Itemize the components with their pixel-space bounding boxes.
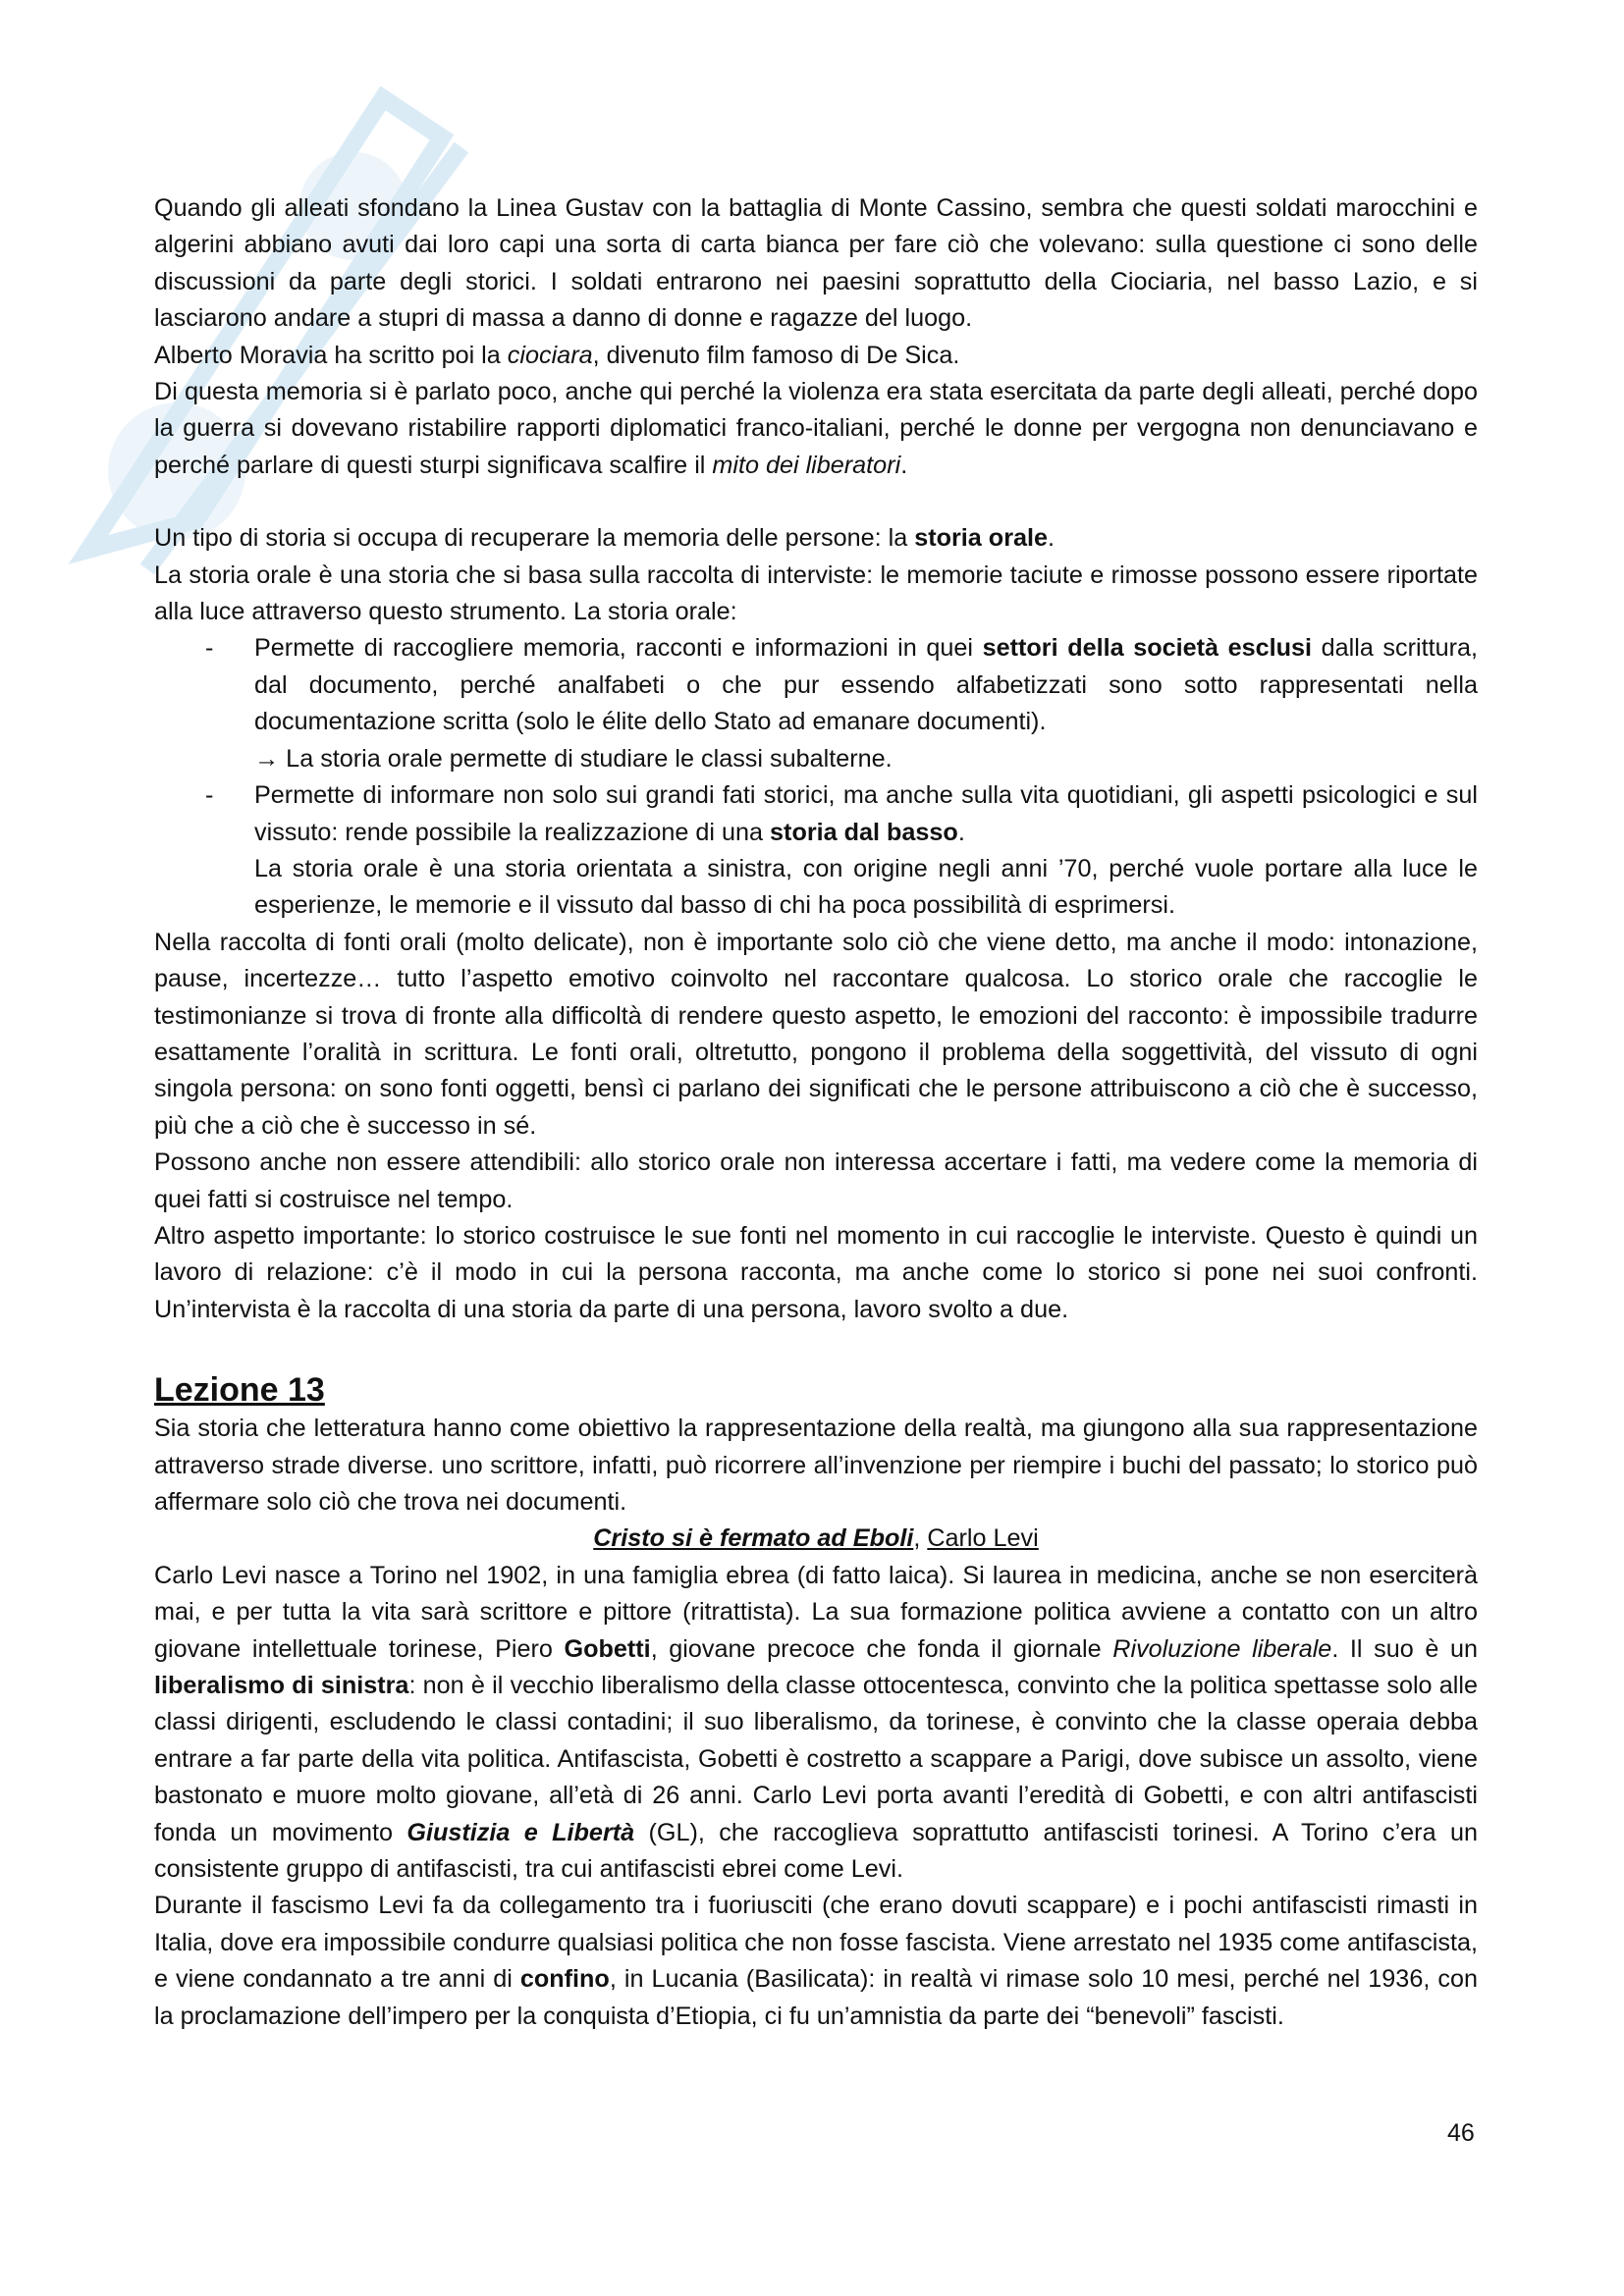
- spacer: [154, 1328, 1478, 1369]
- book-title: Cristo si è fermato ad Eboli, Carlo Levi: [593, 1524, 1039, 1553]
- paragraph: Altro aspetto importante: lo storico costruisce le sue fonti nel momento in cui raccoglie le interviste. Questo è quindi un lavoro di relazione: c’è il modo in cui la persona racconta, ma anche come lo storico si pone nei suoi confronti. Un’intervista è la raccolta di una storia da parte di una persona, lavoro svolto a due.: [154, 1221, 1478, 1323]
- paragraph: La storia orale è una storia che si basa sulla raccolta di interviste: le memorie taciute e rimosse possono essere riportate alla luce attraverso questo strumento. La storia orale:: [154, 561, 1478, 626]
- paragraph: Di questa memoria si è parlato poco, anche qui perché la violenza era stata esercitata da parte degli alleati, perché dopo la guerra si dovevano ristabilire rapporti diplomatici franco-italiani, perché le donne per vergogna non denunciavano e perché parlare di questi sturpi significava scalfire il mito dei liberatori.: [154, 378, 1478, 479]
- list-subnote: La storia orale è una storia orientata a sinistra, con origine negli anni ’70, perché vuole portare alla luce le esperienze, le memorie e il vissuto dal basso di chi ha poca possibilità di esprimersi.: [254, 854, 1478, 920]
- spacer: [154, 484, 1478, 520]
- lesson-heading: Lezione 13: [154, 1371, 325, 1410]
- paragraph: Carlo Levi nasce a Torino nel 1902, in una famiglia ebrea (di fatto laica). Si laurea in medicina, anche se non eserciterà mai, e per tutta la vita sarà scrittore e pittore (ritrattista). La sua formazione politica avviene a contatto con un altro giovane intellettuale torinese, Piero Gobetti, giovane precoce che fonda il giornale Rivoluzione liberale. Il suo è un liberalismo di sinistra: non è il vecchio liberalismo della classe ottocentesca, convinto che la politica spettasse solo alle classi dirigenti, escludendo le classi contadini; il suo liberalismo, da torinese, è convinto che la classe operaia debba entrare a far parte della vita politica. Antifascista, Gobetti è costretto a scappare a Parigi, dove subisce un assolto, viene bastonato e muore molto giovane, all’età di 26 anni. Carlo Levi porta avanti l’eredità di Gobetti, e con altri antifascisti fonda un movimento Giustizia e Libertà (GL), che raccoglieva soprattutto antifascisti torinesi. A Torino c’era un consistente gruppo di antifascisti, tra cui antifascisti ebrei come Levi.: [154, 1561, 1478, 1884]
- paragraph: Possono anche non essere attendibili: allo storico orale non interessa accertare i fatti, ma vedere come la memoria di quei fatti si costruisce nel tempo.: [154, 1148, 1478, 1213]
- paragraph: Durante il fascismo Levi fa da collegamento tra i fuoriusciti (che erano dovuti scappare) e i pochi antifascisti rimasti in Italia, dove era impossibile condurre qualsiasi politica che non fosse fascista. Viene arrestato nel 1935 come antifascista, e viene condannato a tre anni di confino, in Lucania (Basilicata): in realtà vi rimase solo 10 mesi, perché nel 1936, con la proclamazione dell’impero per la conquista d’Etiopia, ci fu un’amnistia da parte dei “benevoli” fascisti.: [154, 1892, 1478, 2030]
- page-number: 46: [1447, 2119, 1475, 2147]
- paragraph: Nella raccolta di fonti orali (molto delicate), non è importante solo ciò che viene detto, ma anche il modo: intonazione, pause, incertezze… tutto l’aspetto emotivo coinvolto nel raccontare qualcosa. Lo storico orale che raccoglie le testimonianze si trova di fronte alla difficoltà di rendere questo aspetto, le emozioni del racconto: è impossibile tradurre esattamente l’oralità in scrittura. Le fonti orali, oltretutto, pongono il problema della soggettività, del vissuto di ogni singola persona: on sono fonti oggetti, bensì ci parlano dei significati che le persone attribuiscono a ciò che è successo, più che a ciò che è successo in sé.: [154, 928, 1478, 1140]
- paragraph: Sia storia che letteratura hanno come obiettivo la rappresentazione della realtà, ma giungono alla sua rappresentazione attraverso strade diverse. uno scrittore, infatti, può ricorrere all’invenzione per riempire i buchi del passato; lo storico può affermare solo ciò che trova nei documenti.: [154, 1415, 1478, 1516]
- list-subnote: → La storia orale permette di studiare le classi subalterne.: [254, 744, 893, 773]
- document-body: [154, 190, 1478, 2035]
- paragraph: Alberto Moravia ha scritto poi la ciociara, divenuto film famoso di De Sica.: [154, 341, 960, 369]
- list-item: - Permette di informare non solo sui grandi fati storici, ma anche sulla vita quotidiani, gli aspetti psicologici e sul vissuto: rende possibile la realizzazione di una storia dal basso. La storia orale è una storia orientata a sinistra, con origine negli anni ’70, perché vuole portare alla luce le esperienze, le memorie e il vissuto dal basso di chi ha poca possibilità di esprimersi.: [154, 777, 1478, 925]
- paragraph: Quando gli alleati sfondano la Linea Gustav con la battaglia di Monte Cassino, sembra che questi soldati marocchini e algerini abbiano avuti dai loro capi una sorta di carta bianca per fare ciò che volevano: sulla questione ci sono delle discussioni da parte degli storici. I soldati entrarono nei paesini soprattutto della Ciociaria, nel basso Lazio, e si lasciarono andare a stupri di massa a danno di donne e ragazze del luogo.: [154, 194, 1478, 333]
- bullet-list: [154, 630, 1478, 924]
- paragraph: Un tipo di storia si occupa di recuperare la memoria delle persone: la storia orale.: [154, 524, 1056, 553]
- list-item: - Permette di raccogliere memoria, racconti e informazioni in quei settori della società esclusi dalla scrittura, dal documento, perché analfabeti o che pur essendo alfabetizzati sono sotto rappresentati nella documentazione scritta (solo le élite dello Stato ad emanare documenti). → La storia orale permette di studiare le classi subalterne.: [154, 630, 1478, 777]
